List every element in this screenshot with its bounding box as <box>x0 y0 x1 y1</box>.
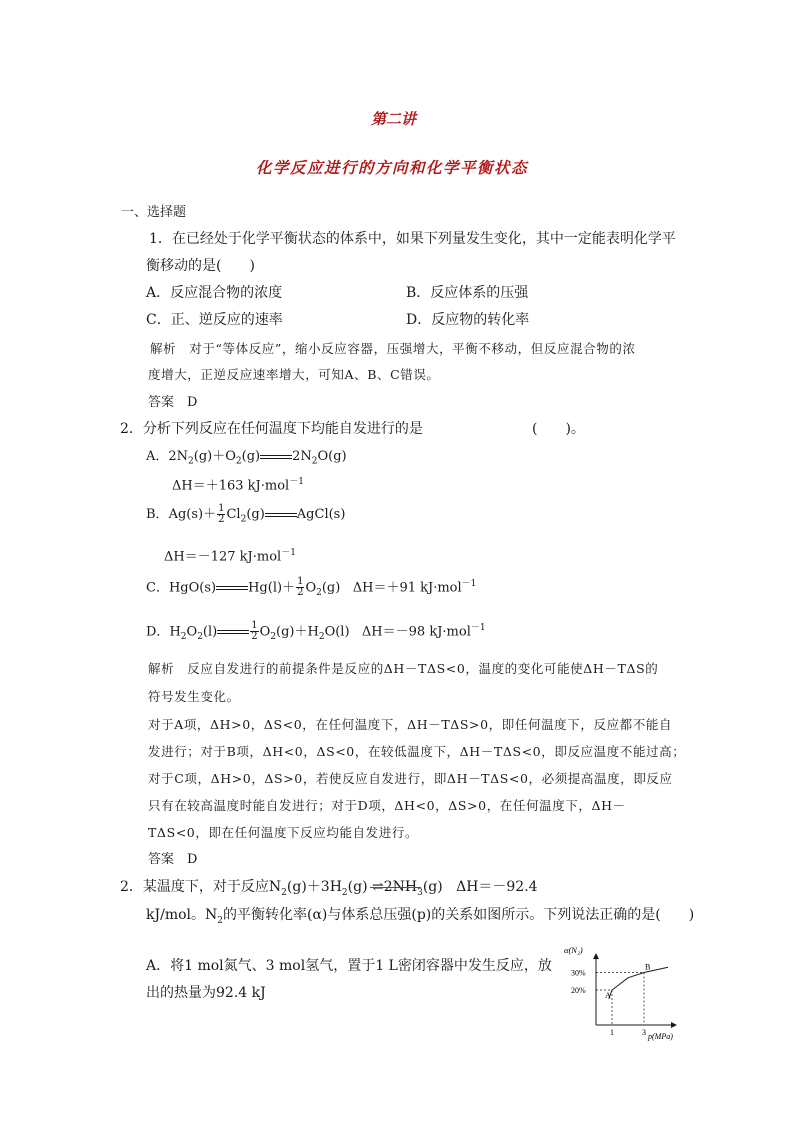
q2-option-b-equation: B．Ag(s)＋ $\frac{1}{2}$ $Cl_2(g)$ AgCl(s) <box>146 503 346 525</box>
y-axis-label: α(N₂) <box>564 945 583 955</box>
q3-stem-line1: 2．某温度下，对于反应$N_2(g)+3H_2(g)$ $\rightleftharpoons 2NH_3$ (g) ΔH＝－92.4 <box>120 878 538 902</box>
y-tick-20: 20% <box>571 986 586 995</box>
x-tick-1: 1 <box>610 1028 614 1037</box>
x-axis-label: p(MPa) <box>648 1032 673 1041</box>
q2-option-d-label: D． <box>146 624 170 640</box>
q2-answer: 答案 D <box>148 852 198 867</box>
x-tick-3: 3 <box>642 1028 646 1037</box>
q2-option-a-label: A． <box>146 449 169 464</box>
q2-option-d-dh: ΔH＝－98 kJ·mol <box>361 624 471 640</box>
q2-option-c-equation: C．HgO(s) Hg(l)＋ $\frac{1}{2}$ $O_2(g)$ ΔH＝＋91 kJ·mol$^{-1}$ <box>146 576 477 599</box>
q2-option-a-dh: ΔH＝＋163 kJ·mol <box>172 478 290 494</box>
q2-analysis-line7: TΔS<0，即在任何温度下反应均能自发进行。 <box>148 825 419 840</box>
page-title: 化学反应进行的方向和化学平衡状态 <box>256 158 529 177</box>
q2-analysis-line3: 对于A项，ΔH>0，ΔS<0，在任何温度下，ΔH－TΔS>0，即任何温度下，反应都不能自 <box>148 717 673 732</box>
q3-stem-line2: kJ/mol。$N_2$的平衡转化率(α)与体系总压强(p)的关系如图所示。下列说法正确的是( ) <box>146 907 695 926</box>
q2-option-c-label: C． <box>146 580 169 596</box>
q2-option-c-dh: ΔH＝＋91 kJ·mol <box>352 580 462 596</box>
q2-analysis-line2: 符号发生变化。 <box>148 689 240 704</box>
point-label-A: A <box>605 991 611 1000</box>
q2-analysis-line5: 对于C项，ΔH>0，ΔS>0，若使反应自发进行，即ΔH－TΔS<0，必须提高温度，即反应 <box>148 771 673 786</box>
q1-stem-line2: 衡移动的是( ) <box>146 258 255 274</box>
q2-option-b-enthalpy: ΔH＝－127 kJ·mol$^{-1}$ <box>164 548 296 565</box>
q2-option-a-enthalpy: ΔH＝＋163 kJ·mol$^{-1}$ <box>172 477 304 494</box>
q3-stem-unit: kJ/mol。N <box>146 907 218 923</box>
lecture-label: 第二讲 <box>371 110 417 128</box>
q2-analysis-line6: 只有在较高温度时能自发进行；对于D项，ΔH<0，ΔS>0，在任何温度下，ΔH－ <box>148 798 626 813</box>
conversion-curve <box>609 967 668 999</box>
conversion-pressure-chart <box>560 940 680 1046</box>
q1-option-b: B．反应体系的压强 <box>406 285 529 301</box>
q1-option-a: A．反应混合物的浓度 <box>146 285 283 301</box>
q1-answer: 答案 D <box>148 395 198 410</box>
section-heading: 一、选择题 <box>121 205 187 220</box>
q3-stem-rest: 的平衡转化率(α)与体系总压强(p)的关系如图所示。下列说法正确的是( ) <box>222 907 695 923</box>
q2-option-b-dh: ΔH＝－127 kJ·mol <box>164 549 282 565</box>
q1-stem-line1: 1．在已经处于化学平衡状态的体系中，如果下列量发生变化，其中一定能表明化学平 <box>149 231 676 247</box>
point-label-B: B <box>645 962 651 972</box>
q2-option-d-equation: D．$H_2O_2(l)$ $\frac{1}{2}$ $O_2(g)+H_2O(l)$ ΔH＝－98 kJ·mol$^{-1}$ <box>146 620 486 643</box>
q3-enthalpy: ΔH＝－92.4 <box>456 879 538 895</box>
q2-option-b-label: B． <box>146 507 169 522</box>
y-tick-30: 30% <box>571 968 586 978</box>
q1-option-d: D．反应物的转化率 <box>406 312 530 328</box>
q3-option-a-line1: A．将1 mol氮气、3 mol氢气，置于1 L密闭容器中发生反应，放 <box>146 958 552 974</box>
q1-option-c: C．正、逆反应的速率 <box>146 312 283 328</box>
q3-stem-start: 2．某温度下，对于反应N <box>120 879 282 895</box>
q1-analysis-line1: 解析 对于“等体反应”，缩小反应容器，压强增大，平衡不移动，但反应混合物的浓 <box>150 341 636 356</box>
q2-analysis-line4: 发进行；对于B项，ΔH<0，ΔS<0，在较低温度下，ΔH－TΔS<0，即反应温度不能过高； <box>148 744 686 759</box>
q3-struck-arrow: $\rightleftharpoons 2NH_3$ <box>367 879 423 898</box>
q2-option-a-equation: A．$2N_2(g)+O_2(g)$ $2N_2O(g)$ <box>146 449 347 467</box>
q1-analysis-line2: 度增大，正逆反应速率增大，可知A、B、C错误。 <box>148 367 440 382</box>
q2-stem: 2．分析下列反应在任何温度下均能自发进行的是 <box>120 421 423 437</box>
q3-option-a-line2: 出的热量为92.4 kJ <box>146 985 266 1001</box>
q2-analysis-line1: 解析 反应自发进行的前提条件是反应的ΔH－TΔS<0，温度的变化可能使ΔH－TΔS的 <box>148 661 659 676</box>
q2-answer-paren: ( )。 <box>532 421 585 437</box>
